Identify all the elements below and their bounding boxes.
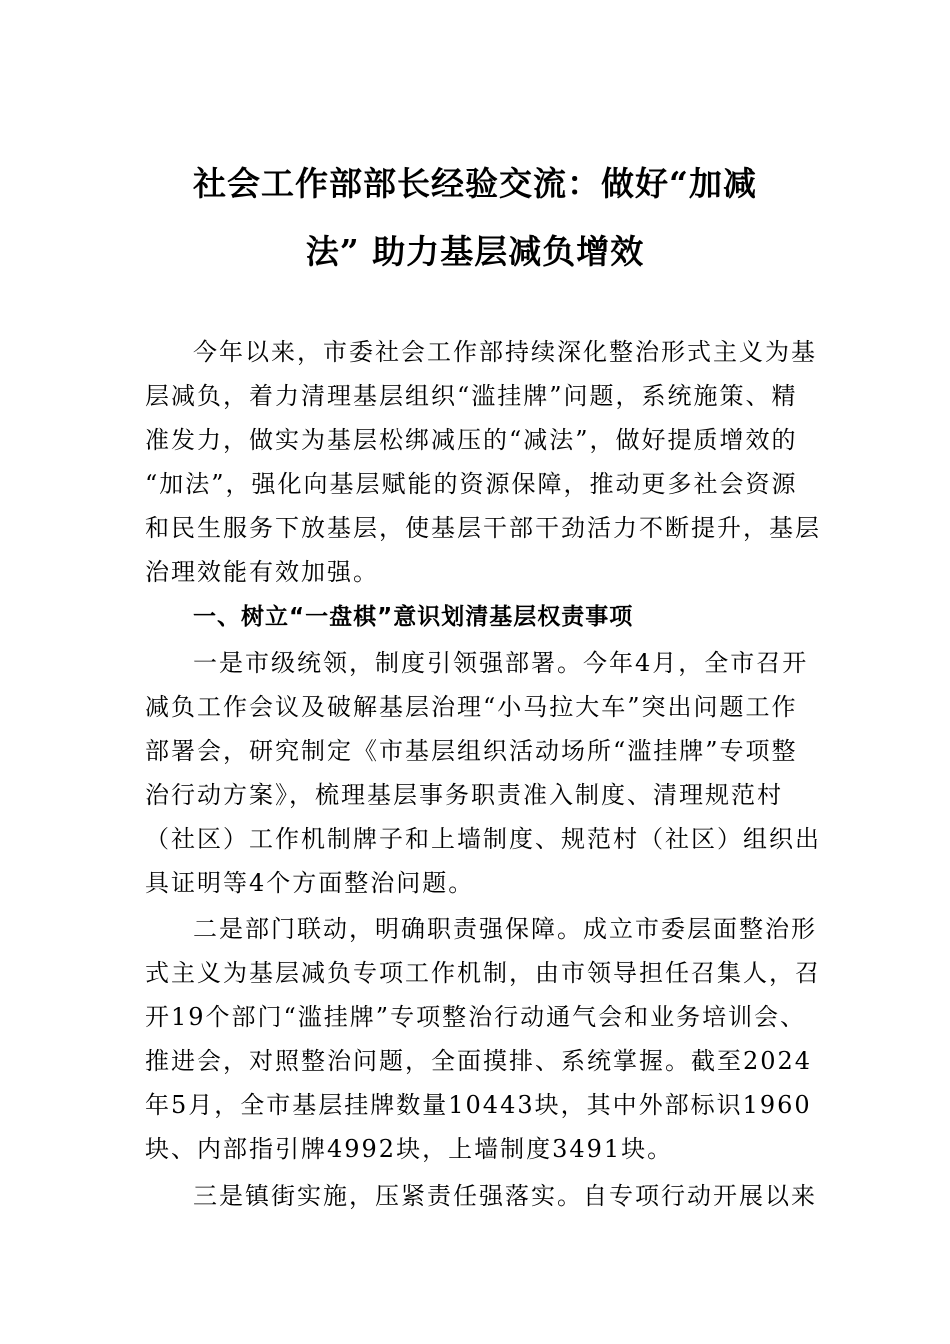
paragraph-line: 推进会，对照整治问题，全面摸排、系统掌握。截至2024 [145,1047,813,1075]
paragraph-line: 块、内部指引牌4992块，上墙制度3491块。 [145,1135,674,1163]
paragraph-line: 治理效能有效加强。 [145,558,379,586]
paragraph-line: 治行动方案》，梳理基层事务职责准入制度、清理规范村 [145,781,783,809]
section-heading: 一、树立“一盘棋”意识划清基层权责事项 [193,604,634,630]
paragraph-line: （社区）工作机制牌子和上墙制度、规范村（社区）组织出 [145,825,821,853]
document-title-line-2: 法” 助力基层减负增效 [305,232,645,271]
paragraph-line: 减负工作会议及破解基层治理“小马拉大车”突出问题工作 [145,693,798,721]
paragraph-line: 三是镇街实施，压紧责任强落实。自专项行动开展以来 [193,1182,817,1210]
paragraph-line: 部署会，研究制定《市基层组织活动场所“滥挂牌”专项整 [145,737,798,765]
paragraph-line: 一是市级统领，制度引领强部署。今年4月，全市召开 [193,649,809,677]
paragraph-line: “加法”，强化向基层赋能的资源保障，推动更多社会资源 [145,470,798,498]
paragraph-line: 层减负，着力清理基层组织“滥挂牌”问题，系统施策、精 [145,382,798,410]
paragraph-line: 开19个部门“滥挂牌”专项整治行动通气会和业务培训会、 [145,1003,807,1031]
paragraph-line: 二是部门联动，明确职责强保障。成立市委层面整治形 [193,915,817,943]
paragraph-line: 具证明等4个方面整治问题。 [145,869,475,897]
paragraph-line: 今年以来，市委社会工作部持续深化整治形式主义为基 [193,338,817,366]
paragraph-line: 和民生服务下放基层，使基层干部干劲活力不断提升，基层 [145,514,821,542]
document-title-line-1: 社会工作部部长经验交流：做好“加减 [193,164,757,203]
paragraph-line: 年5月，全市基层挂牌数量10443块，其中外部标识1960 [145,1091,812,1119]
paragraph-line: 式主义为基层减负专项工作机制，由市领导担任召集人，召 [145,959,821,987]
paragraph-line: 准发力，做实为基层松绑减压的“减法”，做好提质增效的 [145,426,798,454]
